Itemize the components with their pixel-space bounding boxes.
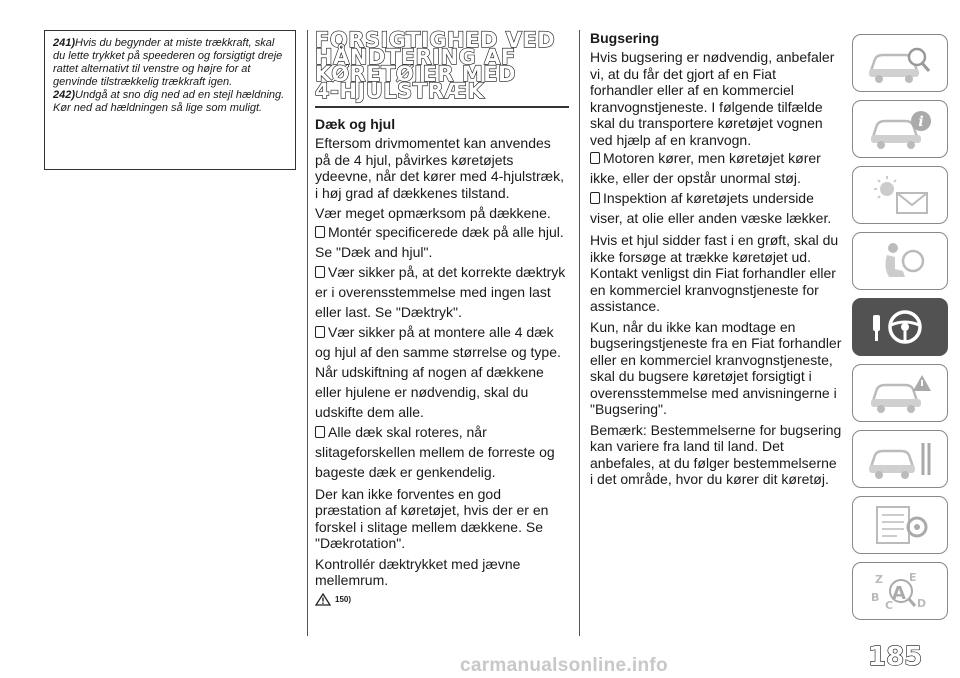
tab-index[interactable] (852, 562, 948, 620)
tab-car-search[interactable] (852, 34, 948, 92)
specs-list-icon (865, 503, 935, 547)
svg-text:A: A (892, 583, 906, 604)
car-info-icon (865, 107, 935, 151)
warning-lights-mail-icon (865, 173, 935, 217)
paragraph: Kontrollér dæktrykket med jævne mellemrum. (315, 555, 521, 588)
car-search-icon (865, 41, 935, 85)
steering-wheel-key-icon (865, 305, 935, 349)
bullet-item: Vær sikker på at montere alle 4 dæk og hjul af den samme størrelse og type. Når udskiftning af nogen af dækkene eller hjulene er nødvendig, skal du udskifte dem alle. (315, 323, 561, 420)
tab-safety[interactable] (852, 232, 948, 290)
tab-emergency[interactable] (852, 364, 948, 422)
paragraph: Eftersom drivmomentet kan anvendes på de 4 hjul, påvirkes køretøjets ydeevne, når det kører med 4-hjulstræk, i høj grad af dækkenes tilstand. (315, 135, 564, 201)
svg-text:D: D (917, 597, 927, 610)
alphabet-index-icon (865, 569, 935, 613)
subtitle-tires: Dæk og hjul (315, 116, 396, 132)
subtitle-towing: Bugsering (590, 30, 660, 46)
bullet-item: Motoren kører, men køretøjet kører ikke, eller der opstår unormal støj. (590, 150, 821, 186)
paragraph: Vær meget opmærksom på dækkene. (315, 205, 551, 221)
warning-item-242: 242)Undgå at sno dig ned ad en stejl hældning. Kør ned ad hældningen så lige som muligt. (53, 89, 285, 114)
chapter-tabs (852, 34, 948, 628)
svg-text:E: E (909, 571, 917, 584)
warning-box (44, 30, 296, 170)
car-tools-icon (865, 437, 935, 481)
reference-note: 150) (315, 593, 569, 606)
tab-specs[interactable] (852, 496, 948, 554)
warning-triangle-icon (315, 593, 331, 606)
section-title: FORSIGTIGHED VED HÅNDTERING AF KØRETØJER MED 4-HJULSTRÆK (315, 28, 556, 103)
car-warning-icon (865, 371, 935, 415)
right-column (590, 30, 842, 492)
tab-car-info[interactable] (852, 100, 948, 158)
bullet-icon (315, 326, 325, 338)
page-number: 185 (868, 642, 923, 672)
svg-text:i: i (918, 114, 924, 130)
column-divider (579, 30, 580, 636)
svg-text:C: C (885, 599, 894, 612)
bullet-item: Inspektion af køretøjets underside viser, at olie eller anden væske lækker. (590, 190, 832, 226)
middle-column (315, 30, 569, 606)
svg-text:B: B (871, 591, 880, 604)
title-rule (315, 106, 569, 108)
paragraph: Hvis bugsering er nødvendig, anbefaler vi, at du får det gjort af en Fiat forhandler eller af en kommerciel kranvognstjeneste. I følgende tilfælde skal du transportere køretøjet vognen ved hjælp af en kranvogn. (590, 49, 835, 148)
bullet-icon (315, 266, 325, 278)
paragraph: Bemærk: Bestemmelserne for bugsering kan variere fra land til land. Det anbefales, at du følger bestemmelserne i det område, hvor du kører dit køretøj. (590, 421, 842, 487)
tab-warning-lights[interactable] (852, 166, 948, 224)
bullet-item: Vær sikker på, at det korrekte dæktryk er i overensstemmelse med ingen last eller last. Se "Dæktryk". (315, 263, 566, 320)
bullet-icon (315, 426, 325, 438)
tab-driving[interactable] (852, 298, 948, 356)
watermark-text: carmanualsonline.info (460, 655, 668, 676)
paragraph: Hvis et hjul sidder fast i en grøft, skal du ikke forsøge at trække køretøjet ud. Kontakt venligst din Fiat forhandler eller en kommerciel kranvognstjeneste for assistance. (590, 232, 839, 314)
bullet-icon (590, 192, 600, 204)
paragraph: Kun, når du ikke kan modtage en bugseringstjeneste fra en Fiat forhandler eller en kommerciel kranvognstjeneste, skal du bugsere køretøjet forsigtigt i overensstemmelse med anvisningerne i "Bugsering". (590, 318, 842, 417)
seat-airbag-icon (865, 239, 935, 283)
paragraph: Der kan ikke forventes en god præstation af køretøjet, hvis der er en forskel i slitage mellem dækkene. Se "Dækrotation". (315, 485, 549, 551)
tab-maintenance[interactable] (852, 430, 948, 488)
bullet-icon (315, 226, 325, 238)
left-column (44, 30, 296, 170)
bullet-item: Alle dæk skal roteres, når slitageforskellen mellem de forreste og bageste dæk er genkendelig. (315, 423, 555, 480)
column-divider (307, 30, 308, 636)
bullet-icon (590, 152, 600, 164)
warning-item-241: 241)Hvis du begynder at miste trækkraft, skal du lette trykket på speederen og forsigtigt dreje rattet alternativt til venstre og højre for at genvinde tilstrækkelig trækkraft igen. (53, 37, 283, 88)
bullet-item: Montér specificerede dæk på alle hjul. Se "Dæk and hjul". (315, 223, 564, 260)
svg-text:Z: Z (875, 573, 883, 586)
